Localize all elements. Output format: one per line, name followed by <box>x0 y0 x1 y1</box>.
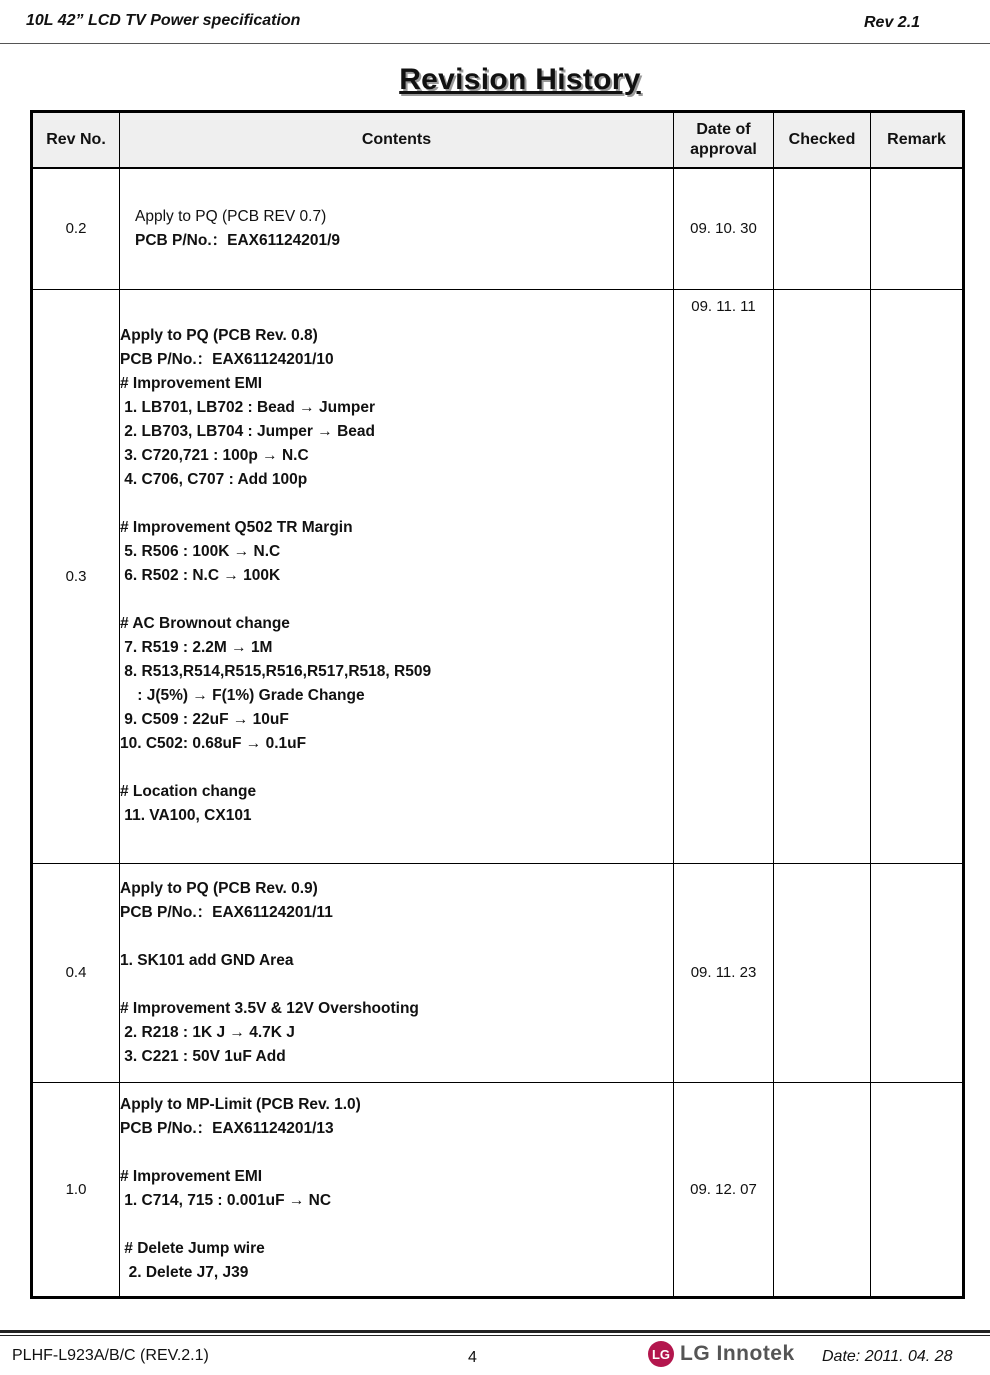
contents-line: PCB P/No.：EAX61124201/9 <box>135 231 341 249</box>
contents-line: 4. C706, C707 : Add 100p <box>120 471 308 488</box>
contents-line <box>120 588 673 612</box>
contents-line: : J(5%) → F(1%) Grade Change <box>120 687 365 704</box>
remark-cell <box>871 168 964 289</box>
contents-line: # AC Brownout change <box>120 615 290 632</box>
col-header-checked: Checked <box>774 112 871 169</box>
rev-no-cell: 0.4 <box>32 863 120 1082</box>
col-header-date-of-approval <box>674 112 774 169</box>
contents-line: 2. R218 : 1K J → 4.7K J <box>120 1023 295 1041</box>
contents-line: 1. SK101 add GND Area <box>120 951 294 969</box>
footer-date: Date: 2011. 04. 28 <box>822 1348 953 1365</box>
contents-cell <box>120 289 674 863</box>
contents-line: 1. C714, 715 : 0.001uF → NC <box>120 1192 332 1209</box>
contents-line: 9. C509 : 22uF → 10uF <box>120 711 289 728</box>
table-row <box>32 863 964 1082</box>
checked-cell <box>774 863 871 1082</box>
contents-line: Apply to MP-Limit (PCB Rev. 1.0) <box>120 1096 361 1113</box>
page-number: 4 <box>468 1349 477 1366</box>
remark-cell <box>871 863 964 1082</box>
contents-line: PCB P/No.：EAX61124201/10 <box>120 351 334 368</box>
date-cell: 09. 10. 30 <box>674 168 774 289</box>
contents-line: 3. C720,721 : 100p → N.C <box>120 447 309 464</box>
col-header-contents: Contents <box>120 112 674 169</box>
lg-innotek-logo <box>648 1341 795 1367</box>
contents-line: 3. C221 : 50V 1uF Add <box>120 1047 286 1065</box>
contents-line: 6. R502 : N.C → 100K <box>120 567 281 584</box>
checked-cell <box>774 1082 871 1297</box>
contents-line <box>120 492 673 516</box>
contents-line <box>120 1141 673 1165</box>
page-title: Revision History <box>399 63 641 96</box>
footer-divider-thick <box>0 1330 990 1333</box>
contents-line: 1. LB701, LB702 : Bead → Jumper <box>120 399 375 416</box>
lg-logo-icon: LG <box>648 1341 674 1367</box>
col-header-rev-no: Rev No. <box>32 112 120 169</box>
contents-line: PCB P/No.：EAX61124201/13 <box>120 1120 334 1137</box>
contents-line: # Improvement EMI <box>120 1168 263 1185</box>
contents-line: Apply to PQ (PCB REV 0.7) <box>135 207 327 225</box>
contents-line <box>120 1213 673 1237</box>
remark-cell <box>871 289 964 863</box>
contents-line <box>120 925 673 949</box>
rev-no-cell: 0.2 <box>32 168 120 289</box>
contents-line: 2. LB703, LB704 : Jumper → Bead <box>120 423 375 440</box>
document-header-title: 10L 42” LCD TV Power specification <box>26 12 301 29</box>
footer-divider-thin <box>0 1335 990 1336</box>
contents-line: 7. R519 : 2.2M → 1M <box>120 639 273 656</box>
contents-cell <box>120 168 674 289</box>
contents-line: 10. C502: 0.68uF → 0.1uF <box>120 735 307 752</box>
date-cell: 09. 12. 07 <box>674 1082 774 1297</box>
contents-line: # Improvement EMI <box>120 375 263 392</box>
col-header-date-label: Date of approval <box>690 121 757 158</box>
contents-line: # Improvement Q502 TR Margin <box>120 519 353 536</box>
contents-line <box>120 973 673 997</box>
logo-text: LG Innotek <box>680 1342 795 1365</box>
contents-line: 8. R513,R514,R515,R516,R517,R518, R509 <box>120 663 432 680</box>
table-row <box>32 1082 964 1297</box>
contents-cell <box>120 863 674 1082</box>
col-header-remark: Remark <box>871 112 964 169</box>
document-header-revision: Rev 2.1 <box>864 14 921 31</box>
revision-history-table <box>30 110 965 1299</box>
rev-no-cell: 0.3 <box>32 289 120 863</box>
contents-line: # Delete Jump wire <box>120 1240 265 1257</box>
header-divider <box>0 43 990 44</box>
contents-line: # Location change <box>120 783 257 800</box>
checked-cell <box>774 168 871 289</box>
table-header-row <box>32 112 964 169</box>
contents-line: 2. Delete J7, J39 <box>120 1264 249 1281</box>
contents-line: Apply to PQ (PCB Rev. 0.8) <box>120 327 318 344</box>
table-row <box>32 289 964 863</box>
table-row <box>32 168 964 289</box>
contents-line <box>120 756 673 780</box>
date-cell: 09. 11. 11 <box>674 289 774 863</box>
checked-cell <box>774 289 871 863</box>
contents-line: # Improvement 3.5V & 12V Overshooting <box>120 999 419 1017</box>
footer-document-code: PLHF-L923A/B/C (REV.2.1) <box>12 1347 209 1364</box>
remark-cell <box>871 1082 964 1297</box>
contents-cell <box>120 1082 674 1297</box>
date-cell: 09. 11. 23 <box>674 863 774 1082</box>
rev-no-cell: 1.0 <box>32 1082 120 1297</box>
contents-line: PCB P/No.：EAX61124201/11 <box>120 903 333 921</box>
contents-line: 11. VA100, CX101 <box>120 807 252 824</box>
contents-line: 5. R506 : 100K → N.C <box>120 543 281 560</box>
contents-line: Apply to PQ (PCB Rev. 0.9) <box>120 879 318 897</box>
